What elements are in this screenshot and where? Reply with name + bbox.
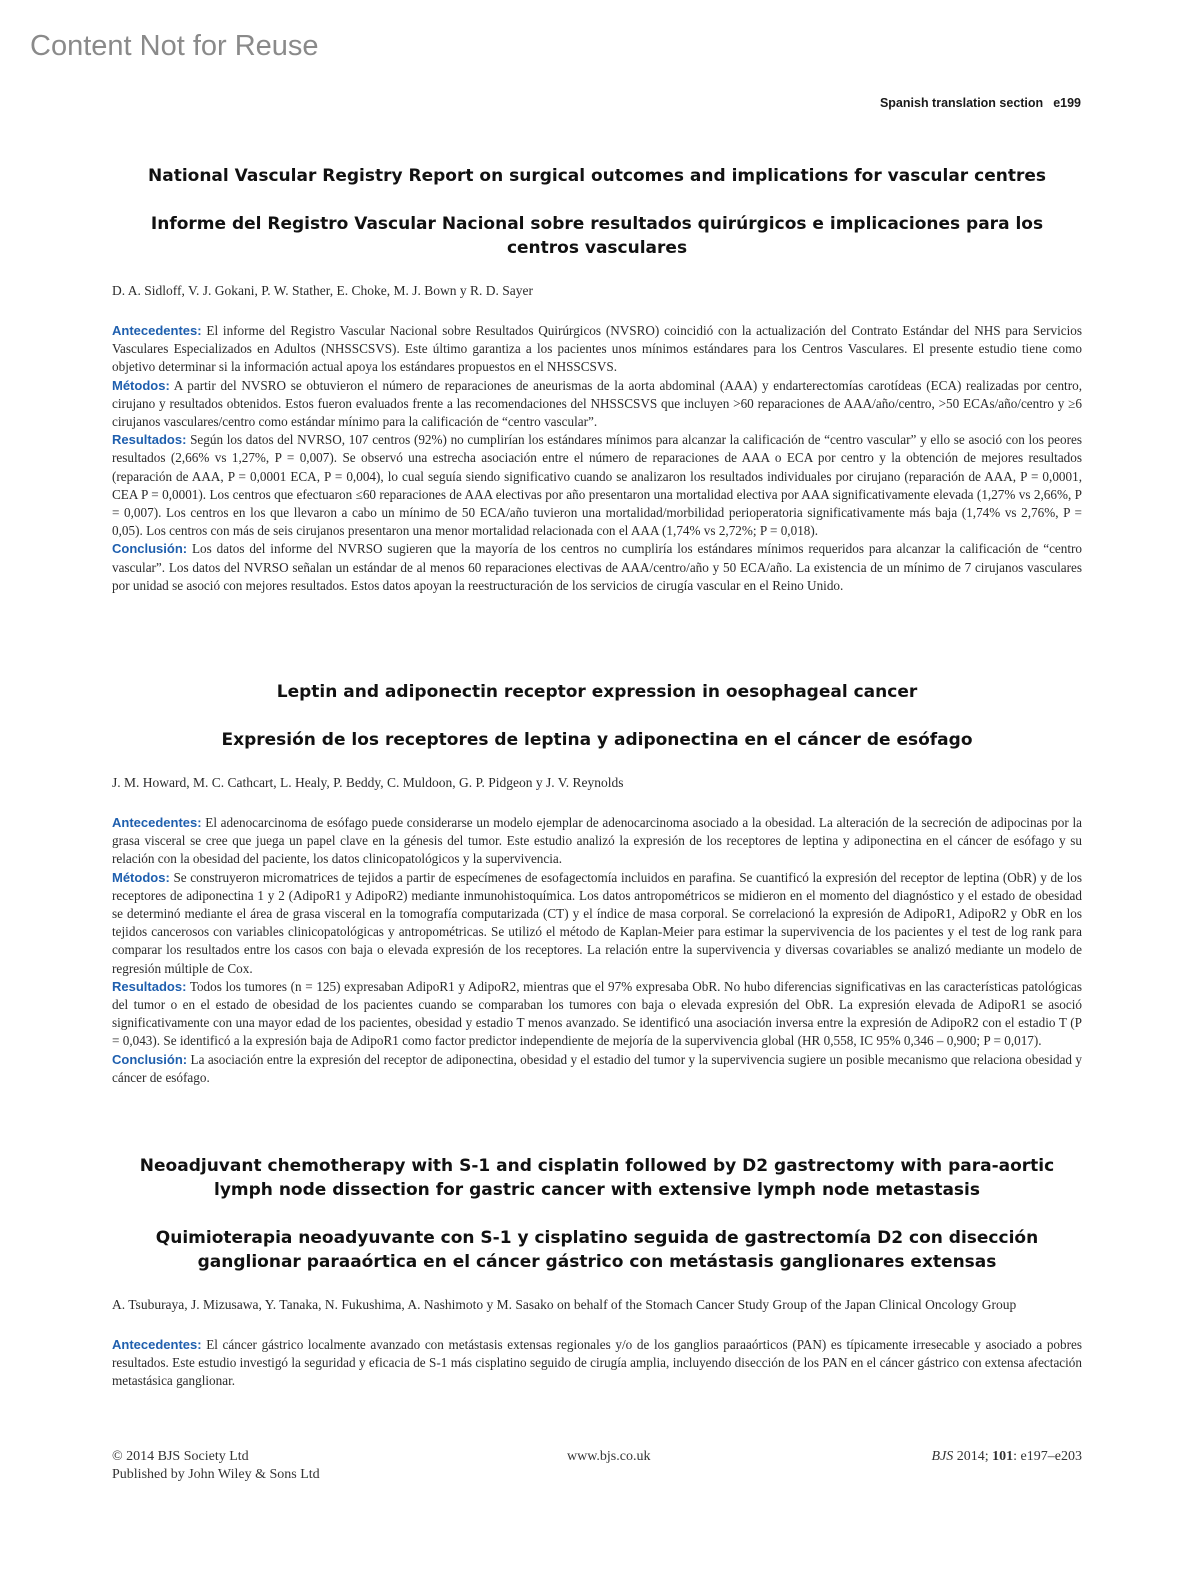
journal-name: BJS xyxy=(931,1449,954,1464)
abstract xyxy=(112,1336,1082,1391)
website-link[interactable]: www.bjs.co.uk xyxy=(567,1449,651,1464)
label-results: Resultados: xyxy=(112,978,187,994)
article-title-es: Quimioterapia neoadyuvante con S-1 y cisplatino seguida de gastrectomía D2 con disección ganglionar paraaórtica en el cáncer gástrico con metástasis ganglionares extensas xyxy=(155,1228,1039,1272)
label-conclusion: Conclusión: xyxy=(112,541,188,557)
citation-volume: 101 xyxy=(992,1449,1014,1464)
methods-text: Se construyeron micromatrices de tejidos a partir de especímenes de esofagectomía incluidos en parafina. Se cuantificó la expresión del receptor de leptina (ObR) y de los receptores de adiponectina 1 y 2 (AdipoR1 y AdipoR2) mediante inmunohistoquímica. Los datos antropométricos se midieron en el momento del diagnóstico y el estado de obesidad se determinó mediante el área de grasa visceral en la tomografía computarizada (CT) y el índice de masa corporal. Se correlacionó la expresión de AdipoR1, AdipoR2 y ObR en los tejidos cancerosos con variables clinicopatológicas y antropométricas. Se utilizó el método de Kaplan-Meier para estimar la supervivencia de los pacientes y el test de log rank para comparar los resultados entre los casos con baja o elevada expresión de los receptores. La relación entre la supervivencia y diversas covariables se analizó mediante un modelo de regresión múltiple de Cox. xyxy=(112,869,1082,976)
results-text: Según los datos del NVRSO, 107 centros (92%) no cumplirían los estándares mínimos para alcanzar la calificación de “centro vascular” y ello se asoció con los peores resultados (2,66% vs 1,27%, P = 0,007). Se observó una estrecha asociación entre el número de reparaciones de AAA o ECA por centro y la obtención de mejores resultados (reparación de AAA, P = 0,0001 ECA, P = 0,004), lo cual seguía siendo significativo cuando se analizaron los resultados individuales por cirujano (reparación de AAA, P = 0,0001, CEA P = 0,0001). Los centros que efectuaron ≤60 reparaciones de AAA electivas por año presentaron una mortalidad electiva por AAA significativamente elevada (1,27% vs 2,66%, P = 0,007). Los centros en los que llevaron a cabo un mínimo de 50 ECA/año tuvieron una mortalidad/morbilidad perioperatoria significativamente más baja (1,74% vs 2,76%, P = 0,05). Los centros con más de seis cirujanos presentaron una menor mortalidad relacionada con el AAA (1,74% vs 2,72%; P = 0,018). xyxy=(112,432,1082,539)
label-background: Antecedentes: xyxy=(112,323,202,338)
article-title-es: Informe del Registro Vascular Nacional sobre resultados quirúrgicos e implicaciones para los centros vasculares xyxy=(150,214,1044,258)
article-2 xyxy=(112,680,1082,1087)
abstract-background xyxy=(112,322,1082,377)
label-methods: Métodos: xyxy=(112,377,170,393)
background-text: El adenocarcinoma de esófago puede considerarse un modelo ejemplar de adenocarcinoma asociado a la obesidad. La alteración de la secreción de adipocinas por la grasa visceral se cree que juega un papel clave en la génesis del tumor. Este estudio analizó la expresión de los receptores de leptina y adiponectina en el cáncer de esófago y su relación con la obesidad del paciente, los datos clinicopatológicos y la supervivencia. xyxy=(112,815,1082,867)
abstract-methods xyxy=(112,377,1082,432)
article-authors: A. Tsuburaya, J. Mizusawa, Y. Tanaka, N. Fukushima, A. Nashimoto y M. Sasako on behalf of the Stomach Cancer Study Group of the Japan Clinical Oncology Group xyxy=(112,1297,1017,1312)
label-background: Antecedentes: xyxy=(112,1337,202,1352)
abstract-results xyxy=(112,431,1082,540)
label-background: Antecedentes: xyxy=(112,815,202,830)
running-head xyxy=(880,96,1081,110)
conclusion-text: Los datos del informe del NVRSO sugieren que la mayoría de los centros no cumpliría los estándares mínimos requeridos para alcanzar la calificación de “centro vascular”. Los datos del NVRSO señalan un estándar de al menos 60 reparaciones electivas de AAA/centro/año y 50 ECA/año. La existencia de un mínimo de 7 cirujanos vasculares por unidad se asoció con mejores resultados. Estos datos apoyan la reestructuración de los servicios de cirugía vascular en el Reino Unido. xyxy=(112,541,1083,593)
article-3 xyxy=(112,1154,1082,1391)
citation-year: 2014; xyxy=(956,1449,989,1464)
section-name: Spanish translation section xyxy=(879,96,1044,110)
copyright: © 2014 BJS Society Ltd xyxy=(112,1449,249,1464)
publisher: Published by John Wiley & Sons Ltd xyxy=(112,1467,320,1482)
abstract-conclusion xyxy=(112,1051,1082,1087)
watermark: Content Not for Reuse xyxy=(30,30,319,62)
label-methods: Métodos: xyxy=(112,869,170,885)
article-title-es: Expresión de los receptores de leptina y adiponectina en el cáncer de esófago xyxy=(221,730,973,750)
article-title-en: Leptin and adiponectin receptor expression in oesophageal cancer xyxy=(276,682,918,702)
methods-text: A partir del NVSRO se obtuvieron el número de reparaciones de aneurismas de la aorta abdominal (AAA) y endarterectomías carotídeas (ECA) realizadas por centro, cirujano y resultados obtenidos. Estos fueron evaluados frente a las recomendaciones del NHSSCSVS que incluyen >60 reparaciones de AAA/año/centro, >50 ECAs/año/centro y ≥6 cirujanos vasculares/centro como estándar mínimo para la calificación de “centro vascular”. xyxy=(112,377,1082,430)
conclusion-text: La asociación entre la expresión del receptor de adiponectina, obesidad y el estadio del tumor y la supervivencia sugiere un posible mecanismo que relaciona obesidad y cáncer de esófago. xyxy=(112,1051,1083,1085)
citation xyxy=(932,1448,1082,1466)
results-text: Todos los tumores (n = 125) expresaban AdipoR1 y AdipoR2, mientras que el 97% expresaba ObR. No hubo diferencias significativas en las características patológicas del tumor o en el estado de obesidad de los pacientes cuando se comparaban los tumores con baja o elevada expresión del ObR. La expresión elevada de AdipoR1 se asoció significativamente con una mayor edad de los pacientes, obesidad y estadio T menos avanzado. Se identificó una asociación inversa entre la expresión de AdipoR2 con el estadio T (P = 0,043). Se identificó a la expresión baja de AdipoR1 como factor predictor independiente de mejoría de la supervivencia global (HR 0,558, IC 95% 0,346 – 0,900; P = 0,017). xyxy=(112,978,1083,1049)
abstract-conclusion xyxy=(112,540,1082,595)
abstract-background xyxy=(112,814,1082,869)
article-authors: D. A. Sidloff, V. J. Gokani, P. W. Stather, E. Choke, M. J. Bown y R. D. Sayer xyxy=(112,283,533,298)
article-title-en: Neoadjuvant chemotherapy with S-1 and cisplatin followed by D2 gastrectomy with para-aortic lymph node dissection for gastric cancer with extensive lymph node metastasis xyxy=(139,1156,1055,1200)
article-title-en: National Vascular Registry Report on surgical outcomes and implications for vascular centres xyxy=(148,166,1046,186)
background-text: El cáncer gástrico localmente avanzado con metástasis extensas regionales y/o de los ganglios paraaórticos (PAN) es típicamente irresecable y asociado a pobres resultados. Este estudio investigó la seguridad y eficacia de S-1 más cisplatino seguido de cirugía amplia, incluyendo disección de los PAN en el cáncer gástrico con extensa afectación metastásica ganglionar. xyxy=(112,1337,1082,1389)
label-conclusion: Conclusión: xyxy=(112,1051,188,1067)
label-results: Resultados: xyxy=(112,432,187,448)
abstract xyxy=(112,814,1082,1087)
abstract xyxy=(112,322,1082,595)
footer-copyright-block xyxy=(112,1448,320,1484)
article-authors: J. M. Howard, M. C. Cathcart, L. Healy, P. Beddy, C. Muldoon, G. P. Pidgeon y J. V. Reynolds xyxy=(112,775,624,790)
background-text: El informe del Registro Vascular Nacional sobre Resultados Quirúrgicos (NVSRO) coincidió con la actualización del Contrato Estándar del NHS para Servicios Vasculares Especializados en Adultos (NHSSCSVS). Este último garantiza a los pacientes unos mínimos estándares para los Centros Vasculares. El presente estudio tiene como objetivo determinar si la información actual apoya los estándares propuestos en el NHSSCSVS. xyxy=(112,323,1083,375)
abstract-methods xyxy=(112,869,1082,978)
abstract-background xyxy=(112,1336,1082,1391)
citation-pages: : e197–e203 xyxy=(1013,1449,1082,1464)
article-1 xyxy=(112,164,1082,595)
abstract-results xyxy=(112,978,1082,1051)
page-number: e199 xyxy=(1053,96,1081,110)
